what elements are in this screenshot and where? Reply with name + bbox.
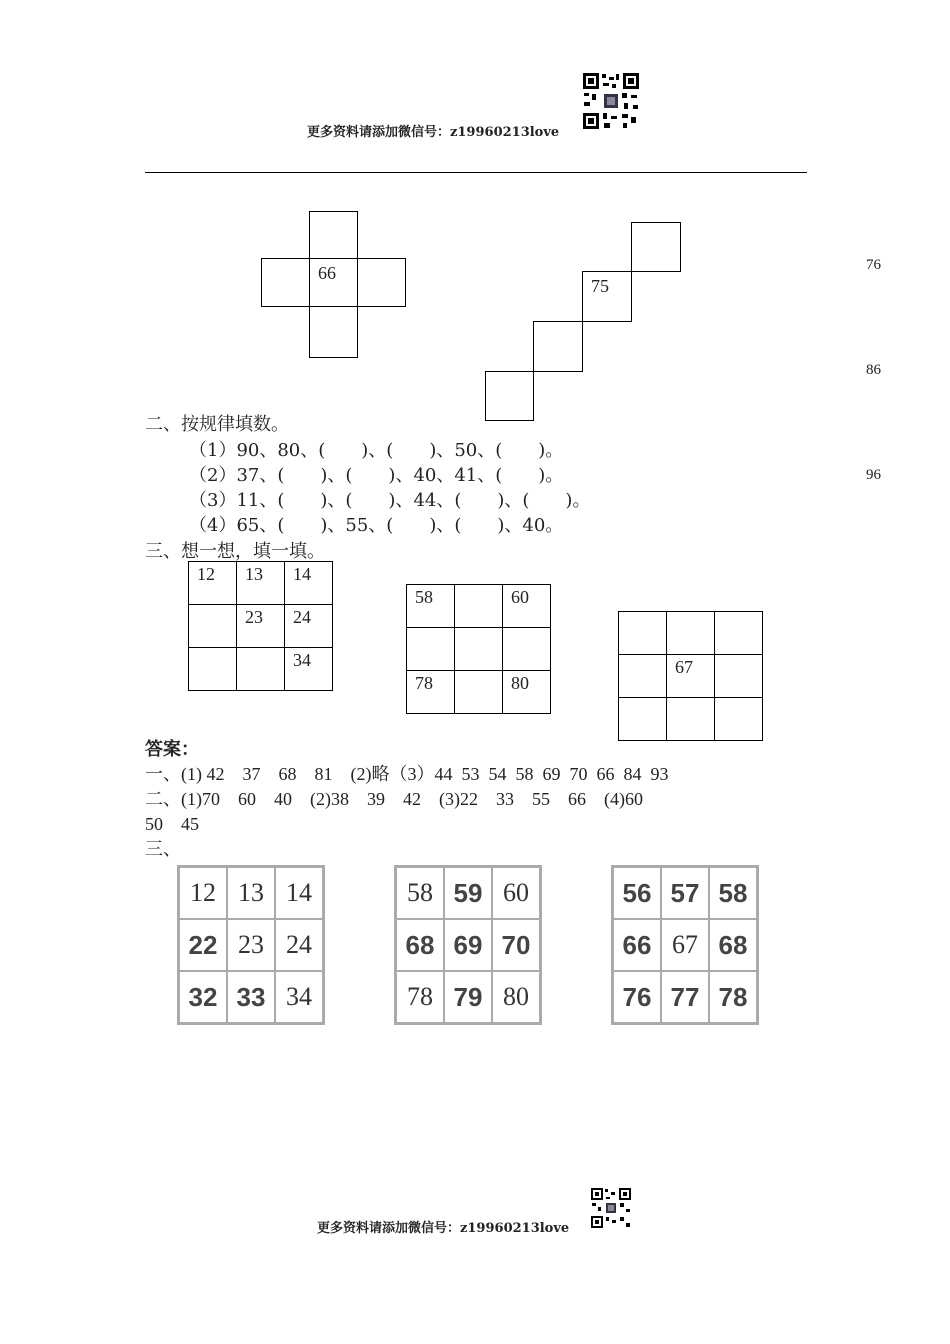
answer-line: 50 45 [145, 814, 199, 834]
answer-cell: 76 [613, 971, 662, 1024]
answer-cell: 13 [227, 867, 275, 920]
section3-title: 三、想一想，填一填。 [145, 541, 325, 562]
answer-cell: 68 [709, 919, 758, 971]
answer-line: 一、(1) 42 37 68 81 (2)略（3）44 53 54 58 69 70 66 84 93 [145, 764, 669, 784]
answer-line: 三、 [145, 839, 181, 860]
answer-cell: 23 [227, 919, 275, 971]
puzzle-grid-2: 58 60 78 80 [406, 584, 551, 714]
puzzle-grid-3: 67 [618, 611, 763, 741]
answer-cell: 78 [396, 971, 445, 1024]
answer-cell: 24 [275, 919, 324, 971]
section2-line: （4）65、( )、55、( )、( )、40。 [189, 515, 564, 536]
answer-cell: 12 [179, 867, 228, 920]
answer-cell: 80 [492, 971, 541, 1024]
qr-code-icon [582, 72, 640, 130]
answer-cell: 56 [613, 867, 662, 920]
answer-cell: 70 [492, 919, 541, 971]
answer-cell: 78 [709, 971, 758, 1024]
answer-line: 二、(1)70 60 40 (2)38 39 42 (3)22 33 55 66 (4)60 [145, 789, 643, 809]
footer-text: 更多资料请添加微信号：z19960213love [317, 1221, 570, 1236]
answer-grid-2 [394, 865, 542, 1025]
answer-cell: 57 [661, 867, 709, 920]
answer-cell: 32 [179, 971, 228, 1024]
section2-line: （2）37、( )、( )、40、41、( )。 [189, 465, 564, 486]
answer-grid-1 [177, 865, 325, 1025]
puzzle-grid-1: 12 13 14 23 24 34 [188, 561, 333, 691]
qr-code-icon [590, 1187, 632, 1229]
answer-cell: 67 [661, 919, 709, 971]
answer-cell: 68 [396, 919, 445, 971]
answer-cell: 34 [275, 971, 324, 1024]
answer-cell: 60 [492, 867, 541, 920]
header-text: 更多资料请添加微信号：z19960213love [307, 125, 560, 140]
answer-cell: 58 [396, 867, 445, 920]
stair-number: 75 [591, 276, 609, 296]
header-rule [145, 172, 807, 173]
side-number: 96 [866, 467, 881, 483]
side-number: 86 [866, 362, 881, 378]
answer-cell: 33 [227, 971, 275, 1024]
cross-center-number: 66 [318, 263, 336, 283]
answer-cell: 22 [179, 919, 228, 971]
answer-cell: 79 [444, 971, 492, 1024]
answers-title: 答案： [145, 739, 199, 760]
answer-cell: 69 [444, 919, 492, 971]
section2-line: （1）90、80、( )、( )、50、( )。 [189, 440, 564, 461]
answer-cell: 77 [661, 971, 709, 1024]
answer-cell: 14 [275, 867, 324, 920]
answer-cell: 58 [709, 867, 758, 920]
answer-grid-3 [611, 865, 759, 1025]
section2-title: 二、按规律填数。 [145, 414, 289, 435]
answer-cell: 66 [613, 919, 662, 971]
answer-cell: 59 [444, 867, 492, 920]
side-number: 76 [866, 257, 881, 273]
section2-line: （3）11、( )、( )、44、( )、( )。 [189, 490, 591, 511]
